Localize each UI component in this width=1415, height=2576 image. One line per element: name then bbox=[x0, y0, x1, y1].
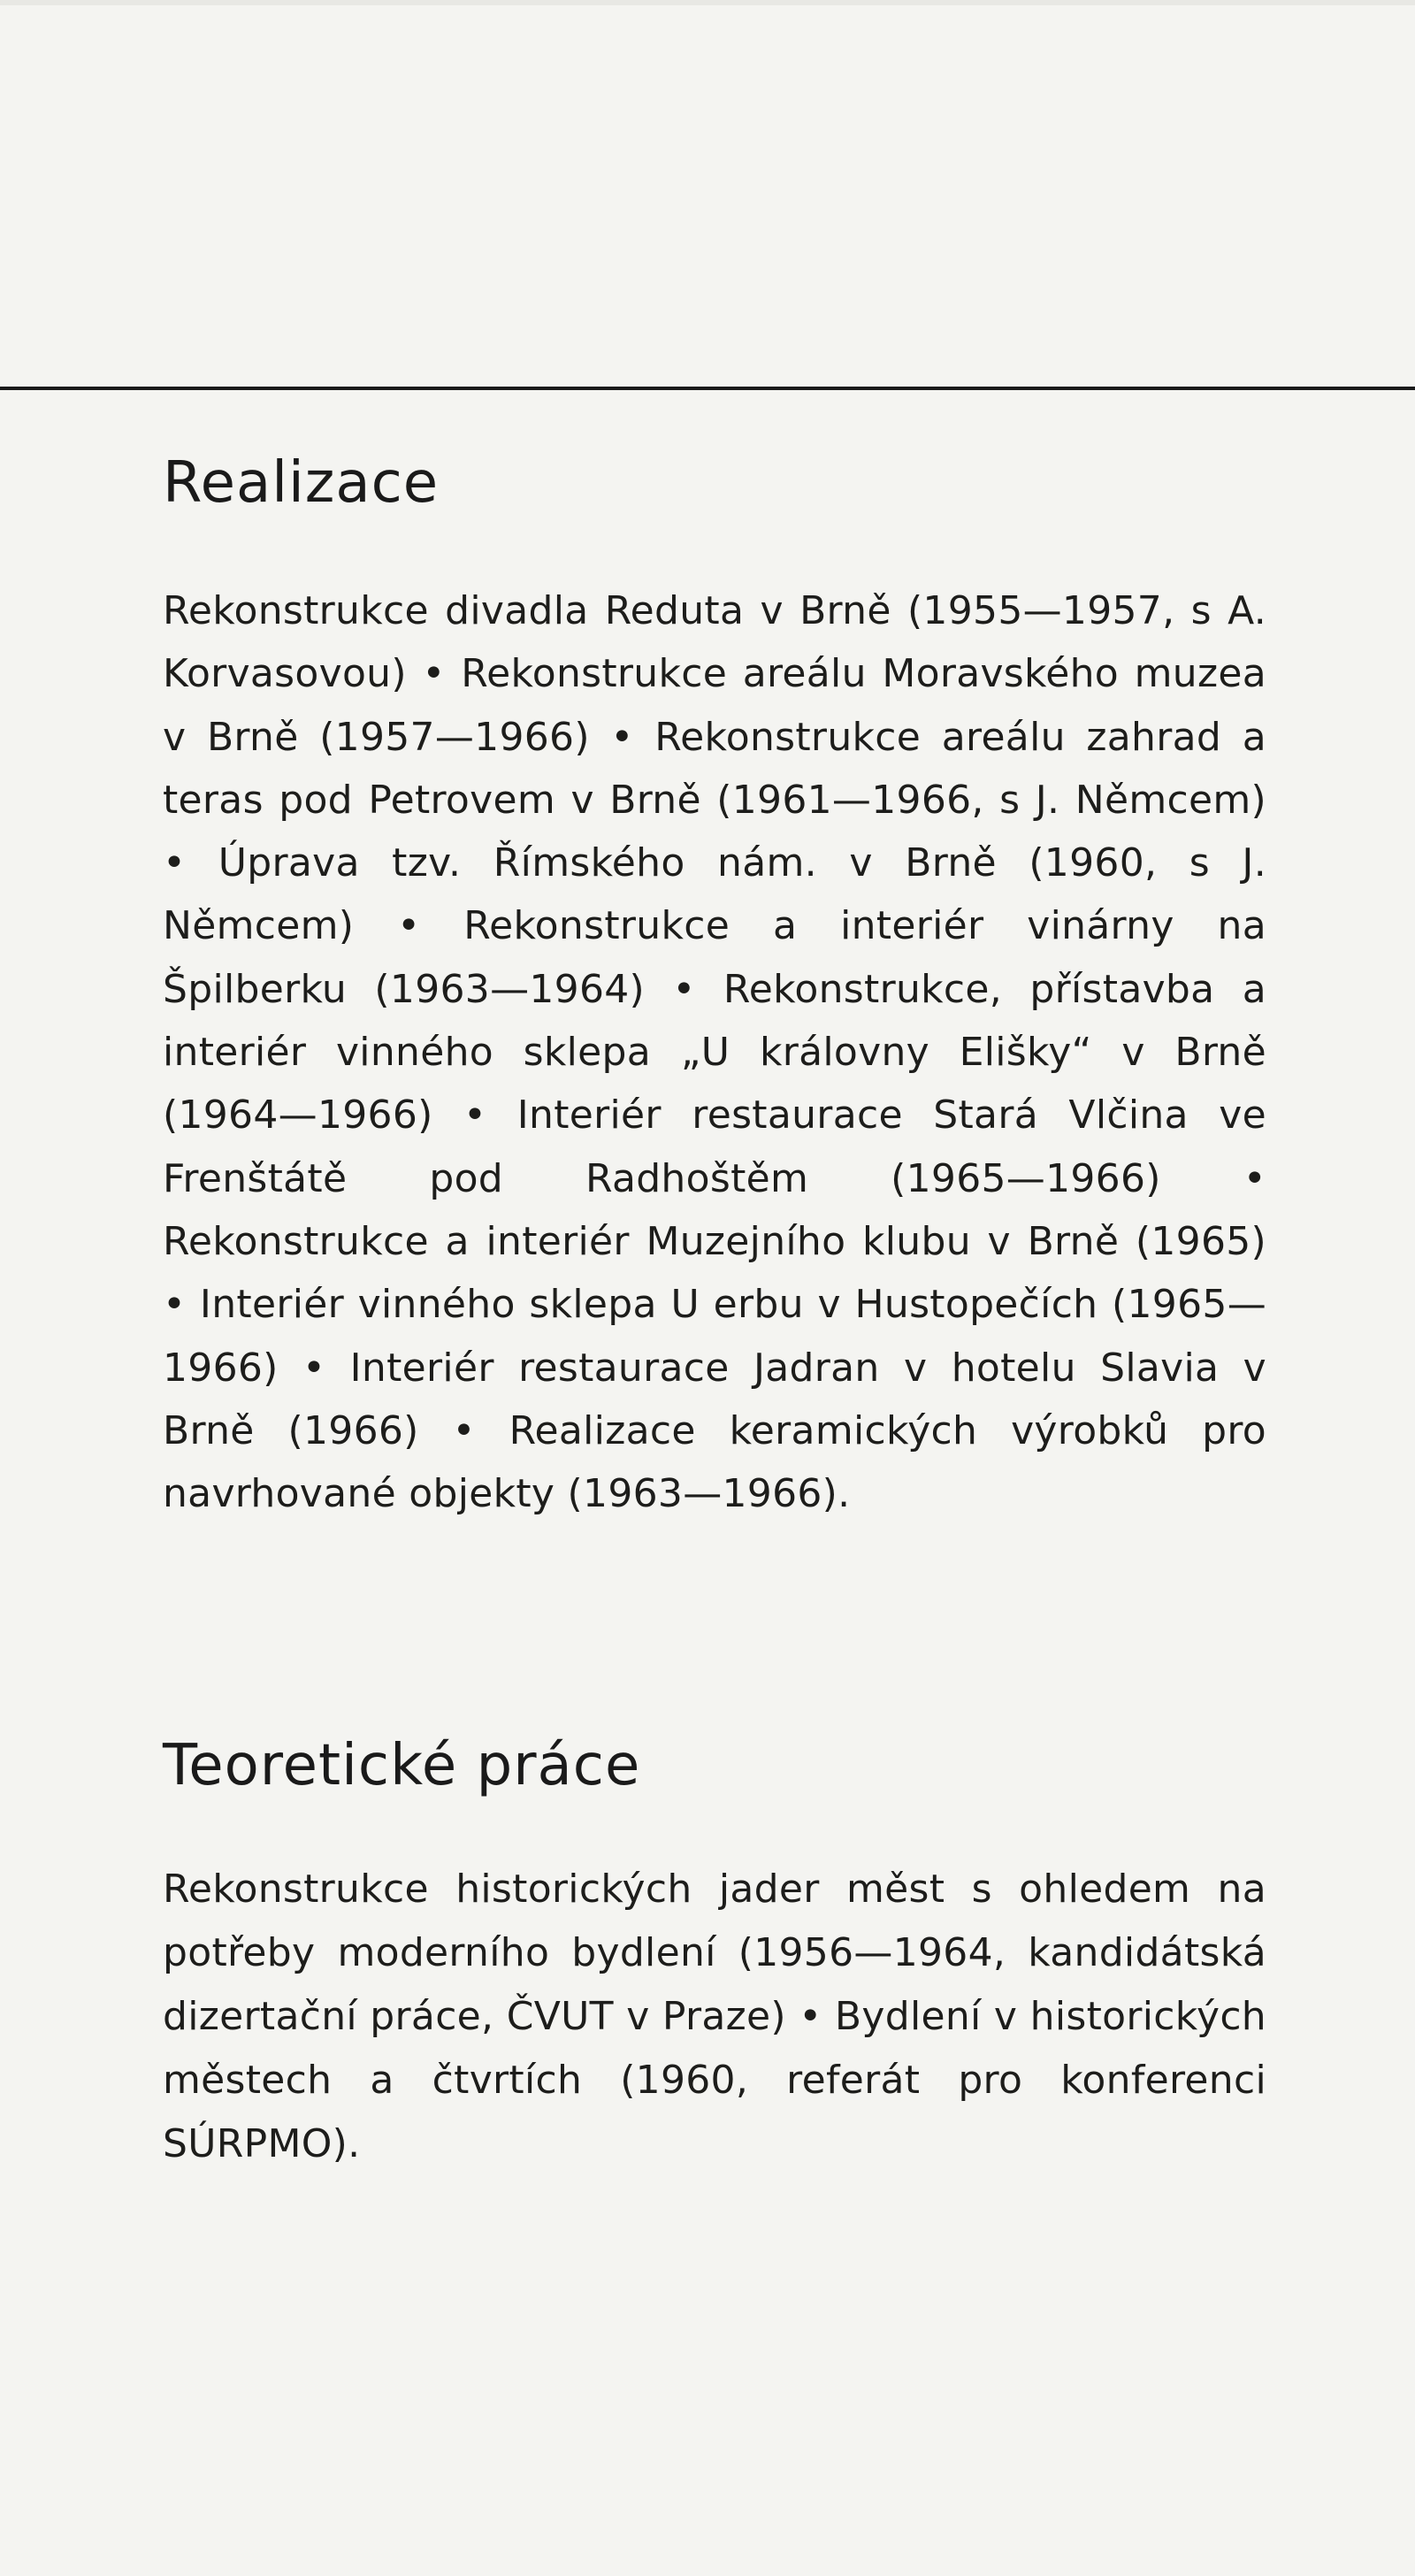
section-heading-teoreticke-prace: Teoretické práce bbox=[163, 1733, 641, 1798]
horizontal-rule bbox=[0, 387, 1415, 390]
section-heading-realizace: Realizace bbox=[163, 450, 440, 516]
section-text-teoreticke-prace: Rekonstrukce historických jader měst s ohledem na potřeby moderního bydlení (1956—1964, kandidátská dizertační práce, ČVUT v Praze) • Bydlení v historických městech a čtvrtích (1960, referát pro konferenci SÚRPMO). bbox=[163, 1867, 1266, 2166]
page-top-edge bbox=[0, 0, 1415, 5]
section-text-realizace: Rekonstrukce divadla Reduta v Brně (1955—1957, s A. Korvasovou) • Rekonstrukce areálu Moravského muzea v Brně (1957—1966) • Rekonstrukce areálu zahrad a teras pod Petrovem v Brně (1961—1966, s J. Němcem) • Úprava tzv. Římského nám. v Brně (1960, s J. Němcem) • Rekonstrukce a interiér vinárny na Špilberku (1963—1964) • Rekonstrukce, přístavba a interiér vinného sklepa „U královny Elišky“ v Brně (1964—1966) • Interiér restaurace Stará Vlčina ve Frenštátě pod Radhoštěm (1965—1966) • Rekonstrukce a interiér Muzejního klubu v Brně (1965) • Interiér vinného sklepa U erbu v Hustopečích (1965—1966) • Interiér restaurace Jadran v hotelu Slavia v Brně (1966) • Realizace keramických výrobků pro navrhované objekty (1963—1966). bbox=[163, 588, 1266, 1517]
